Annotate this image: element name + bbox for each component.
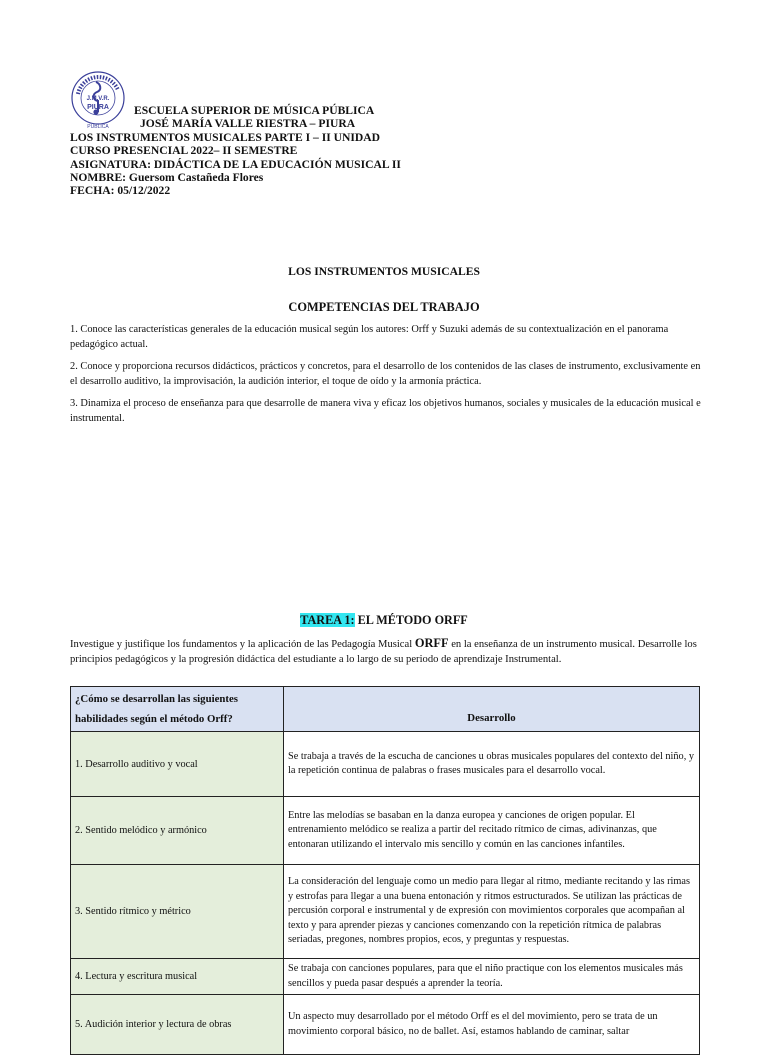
table-row	[71, 995, 700, 1055]
header-course: CURSO PRESENCIAL 2022– II SEMESTRE	[70, 144, 298, 158]
row-skill: 5. Audición interior y lectura de obras	[71, 995, 284, 1055]
table-row	[71, 732, 700, 797]
row-development: Un aspecto muy desarrollado por el método Orff es el del movimiento, pero se trata de un movimiento corporal básico, no de ballet. Así, estamos hablando de caminar, saltar	[284, 995, 700, 1055]
task-title	[0, 613, 768, 628]
svg-text:PIURA: PIURA	[87, 104, 109, 111]
intro-text: Investigue y justifique los fundamentos y la aplicación de las Pedagogía Musical	[70, 639, 415, 650]
row-skill: 1. Desarrollo auditivo y vocal	[71, 732, 284, 797]
task-intro	[70, 636, 702, 667]
task-title-text: EL MÉTODO ORFF	[354, 613, 468, 627]
task-label-highlight: TAREA 1:	[300, 613, 355, 627]
table-header-row	[71, 687, 700, 732]
table-row	[71, 959, 700, 995]
svg-text:PÚBLICA: PÚBLICA	[87, 124, 109, 130]
row-skill: 3. Sentido rítmico y métrico	[71, 865, 284, 959]
table-row	[71, 797, 700, 865]
competencia-item: 3. Dinamiza el proceso de enseñanza para que desarrolle de manera viva y eficaz los objetivos humanos, sociales y musicales de la educación musical e instrumental.	[70, 398, 701, 424]
header-topic: LOS INSTRUMENTOS MUSICALES PARTE I – II UNIDAD	[70, 130, 381, 144]
competencia-item: 2. Conoce y proporciona recursos didácticos, prácticos y concretos, para el desarrollo de los contenidos de las clases de instrumento, exclusivamente en el desarrollo auditivo, la improvisación, la audición interior, el toque de oído y la armonía práctica.	[70, 361, 701, 387]
intro-bold: ORFF	[414, 636, 449, 650]
competencia-item: 1. Conoce las características generales de la educación musical según los autores: Orff y Suzuki además de su contextualización en el panorama pedagógico actual.	[70, 324, 669, 350]
header-desarrollo: Desarrollo	[284, 687, 700, 732]
row-skill: 4. Lectura y escritura musical	[71, 959, 284, 995]
header-school-name: JOSÉ MARÍA VALLE RIESTRA – PIURA	[140, 117, 356, 131]
row-development: Entre las melodías se basaban en la danza europea y canciones de origen popular. El entrenamiento melódico se realiza a partir del recitado rítmico de cimas, adivinanzas, que entonaran utilizando el intervalo mis sencillo y común en las canciones infantiles.	[284, 797, 700, 865]
intro-text-rest: en la enseñanza de un instrumento musical. Desarrolle los principios pedagógicos y la progresión didáctica del estudiante a lo largo de su periodo de aprendizaje Instrumental.	[70, 639, 697, 665]
header-date: FECHA: 05/12/2022	[70, 184, 171, 198]
row-development: Se trabaja a través de la escucha de canciones u obras musicales populares del contexto del niño, y la repetición continua de palabras o frases musicales para el desarrollo vocal.	[284, 732, 700, 797]
header-school: ESCUELA SUPERIOR DE MÚSICA PÚBLICA	[134, 104, 375, 117]
row-development: La consideración del lenguaje como un medio para llegar al ritmo, mediante recitando y las rimas y estrofas para llegar a una buena entonación y ritmos estructurados. Se utilizan las prácticas de percusión corporal e instrumental y de expresión con movimientos corporales que acompañan al texto y para aprender piezas y canciones comenzando con la repetición rítmica de palabras seriadas, pregones, nombres propios, ecos, y preguntas y respuestas.	[284, 865, 700, 959]
orff-skills-table	[70, 686, 700, 1055]
header-name: NOMBRE: Guersom Castañeda Flores	[70, 171, 264, 185]
table-row	[71, 865, 700, 959]
document-title: LOS INSTRUMENTOS MUSICALES	[288, 265, 480, 278]
row-skill: 2. Sentido melódico y armónico	[71, 797, 284, 865]
document-header	[70, 104, 401, 198]
competencias-title: COMPETENCIAS DEL TRABAJO	[288, 300, 480, 314]
svg-text:J.M.V.R.: J.M.V.R.	[86, 96, 110, 102]
header-question: ¿Cómo se desarrollan las siguientes habilidades según el método Orff?	[71, 687, 284, 732]
row-development: Se trabaja con canciones populares, para que el niño practique con los elementos musicales más sencillos y pueda pasar después a aprender la teoría.	[284, 959, 700, 995]
header-subject: ASIGNATURA: DIDÁCTICA DE LA EDUCACIÓN MUSICAL II	[70, 157, 401, 171]
